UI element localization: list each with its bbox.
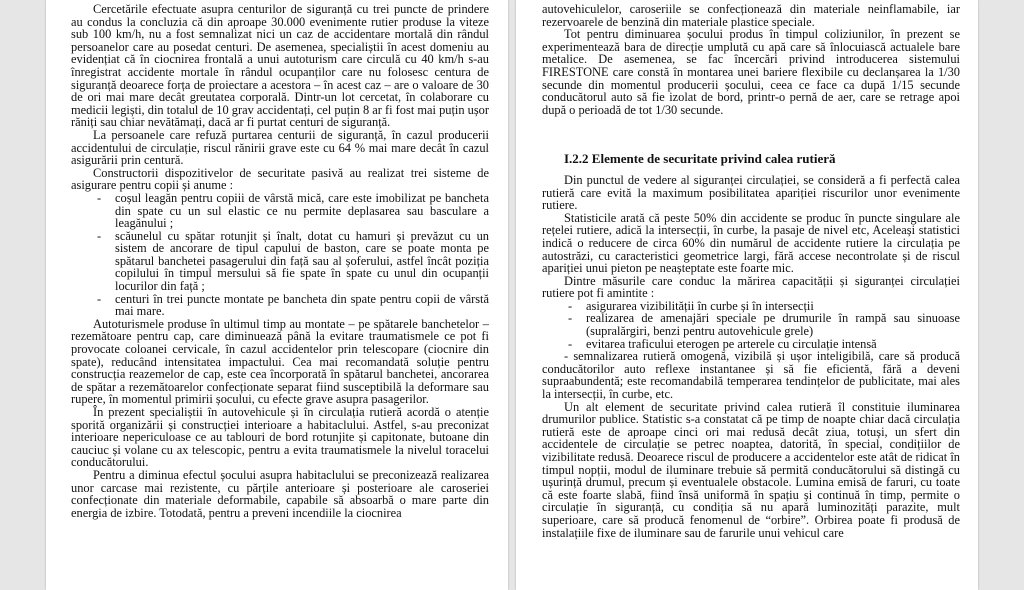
paragraph: Tot pentru diminuarea șocului produs în timpul coliziunilor, în prezent se experimentează bara de direcție umplută cu apă care să înlocuiască actualele bare metalice. De asemenea, se fac încercări privind introducerea sistemului FIRESTONE care constă în montarea unei bariere flexibile cu declanșarea la 1/30 secunde din momentul producerii șocului, ceea ce face ca după 1/15 secunde conducătorul auto să fie izolat de bord, printr-o pernă de aer, care se retrage apoi după o perioadă de tot 1/30 secunde.	[542, 27, 960, 117]
section-heading: I.2.2 Elemente de securitate privind calea rutieră	[564, 151, 836, 167]
paragraph: Statisticile arată că peste 50% din accidente se produc în puncte singulare ale rețelei rutiere, adică la intersecții, în curbe, la pasaje de nivel etc, Aceleași statistici indică o reducere de circa 60% din numărul de accidente rutiere la circulația pe autostrăzi, cu caracteristici geometrice largi, fără accese necontrolate și de riscul apariției unui pieton pe neașteptate este foarte mic.	[542, 210, 960, 276]
paragraph: Pentru a diminua efectul șocului asupra habitaclului se preconizează realizarea unor carcase mai rezistente, cu părțile anterioare și posterioare ale caroseriei confecționate din materiale deformabile, capabile să absoarbă o mare parte din energia de izbire. Totodată, pentru a preveni incendiile la ciocnirea	[71, 467, 489, 520]
paragraph: autovehiculelor, caroseriile se confecționează din materiale neinflamabile, iar rezervoarele de benzină din materiale plastice speciale.	[542, 2, 960, 29]
document-page-right	[516, 0, 978, 590]
list-item: - centuri în trei puncte montate pe bancheta din spate pentru copii de vârstă mai mare.	[115, 293, 489, 318]
list-item: - coșul leagăn pentru copiii de vârstă mică, care este imobilizat pe bancheta din spate cu un sul elastic ce nu permite deplasarea sau basculare a leagănului ;	[115, 192, 489, 230]
paragraph: La persoanele care refuză purtarea centurii de siguranță, în cazul producerii accidentului de circulație, riscul rănirii grave este cu 64 % mai mare decât în cazul asigurării prin centură.	[71, 127, 489, 168]
list-item: - asigurarea vizibilității în curbe și în intersecții	[586, 300, 960, 313]
list-item: - scăunelul cu spătar rotunjit și înalt, dotat cu hamuri și prevăzut cu un sistem de ancorare de tipul capului de baston, care se poate monta pe spătarul banchetei pasagerului din față sau al șoferului, astfel încât poziția copilului în timpul mersului să fie spate în spate cu unul din ocupanții locurilor din față ;	[115, 230, 489, 293]
paragraph: Autoturismele produse în ultimul timp au montate – pe spătarele banchetelor – rezemătoare pentru cap, care diminuează până la evitare traumatismele ce pot fi provocate coloanei cervicale, în cazul accidentelor prin telescopare (ciocnire din spate), reducând intensitatea impactului. Cea mai recomandată soluție pentru construcția reazemelor de cap, este cea încorporată în spătarul banchetei, ancorarea de spătar a rezemătoarelor confecționate separat fiind susceptibilă la deformare sau rupere, în momentul primirii șocului, cu efecte grave asupra pasagerilor.	[71, 316, 489, 407]
bullet-list	[71, 192, 489, 318]
document-page-left	[46, 0, 508, 590]
paragraph: Dintre măsurile care conduc la mărirea capacității și siguranței circulației rutiere pot fi amintite :	[542, 273, 960, 301]
list-item: - realizarea de amenajări speciale pe drumurile în rampă sau sinuoase (supralărgiri, benzi pentru autovehicule grele)	[586, 312, 960, 337]
page-right-text-column	[542, 3, 960, 539]
list-item: - evitarea traficului eterogen pe arterele cu circulație intensă	[586, 338, 960, 351]
paragraph: Un alt element de securitate privind calea rutieră îl constituie iluminarea drumurilor publice. Statistic s-a constatat că pe timp de noapte chiar dacă circulația rutieră este de aproape cinci ori mai redusă decât ziua, totuși, un sfert din accidentele de circulație se petrec noaptea, datorită, în special, condițiilor de vizibilitate redusă. Deoarece riscul de producere a accidentelor este atât de ridicat în timpul nopții, modul de iluminare trebuie să permită conducătorului să distingă cu ușurință drumul, precum și eventualele obstacole. Lumina emisă de faruri, cu toate că este foarte slabă, fiind însă uniformă în spațiu și continuă în timp, permite o circulație în siguranță, cu condiția să nu apară luminozități parazite, mult superioare, care să producă fenomenul de “orbire”. Orbirea poate fi produsă de instalațiile fixe de iluminare sau de farurile unui vehicul care	[542, 399, 960, 540]
paragraph: Cercetările efectuate asupra centurilor de siguranță cu trei puncte de prindere au condus la concluzia că din aproape 30.000 evenimente rutier produse la viteze sub 100 km/h, nu a fost semnalizat nici un caz de accidentare mortală din rândul persoanelor care au posedat centuri. De asemenea, specialiștii în acest domeniu au evidențiat că în ciocnirea frontală a unui autoturism care circulă cu 40 km/h s-au înregistrat accidente mortale în rândul ocupanților care nu folosesc centura de siguranță deoarece forța de proiectare a acestora – în acest caz – are o valoare de 30 de ori mai mare decât greutatea corporală. Dintr-un lot cercetat, în colaborare cu medicii legiști, din totalul de 10 grav accidentați, cel puțin 8 ar fi fost mai puțin ușor răniți sau chiar nevătămați, dacă ar fi purtat centuri de siguranță.	[71, 2, 489, 130]
spacer	[542, 116, 960, 153]
page-left-text-column	[71, 3, 489, 519]
paragraph: Constructorii dispozitivelor de securitate pasivă au realizat trei sisteme de asigurare pentru copii și anume :	[71, 165, 489, 193]
bullet-list	[542, 300, 960, 350]
paragraph: - semnalizarea rutieră omogenă, vizibilă și ușor inteligibilă, care să producă conducătorilor auto reflexe instantanee și să fie eficientă, fără a deveni supraabundentă; este recomandabilă temperarea tendințelor de publicitate, mai ales la intersecții, în curbe, etc.	[542, 349, 960, 402]
paragraph: Din punctul de vedere al siguranței circulației, se consideră a fi perfectă calea rutieră care evită la maximum posibilitatea apariției riscurilor unor evenimente rutiere.	[542, 172, 960, 213]
paragraph: În prezent specialiștii în autovehicule și în circulația rutieră acordă o atenție sporită organizării și construcției interioare a habitaclului. Astfel, s-au preconizat interioare nepericuloase ce au tablouri de bord rotunjite și capitonate, butoane din cauciuc și volane cu ax telescopic, pentru a evita traumatismele la nivelul toracelui conducătorului.	[71, 405, 489, 470]
